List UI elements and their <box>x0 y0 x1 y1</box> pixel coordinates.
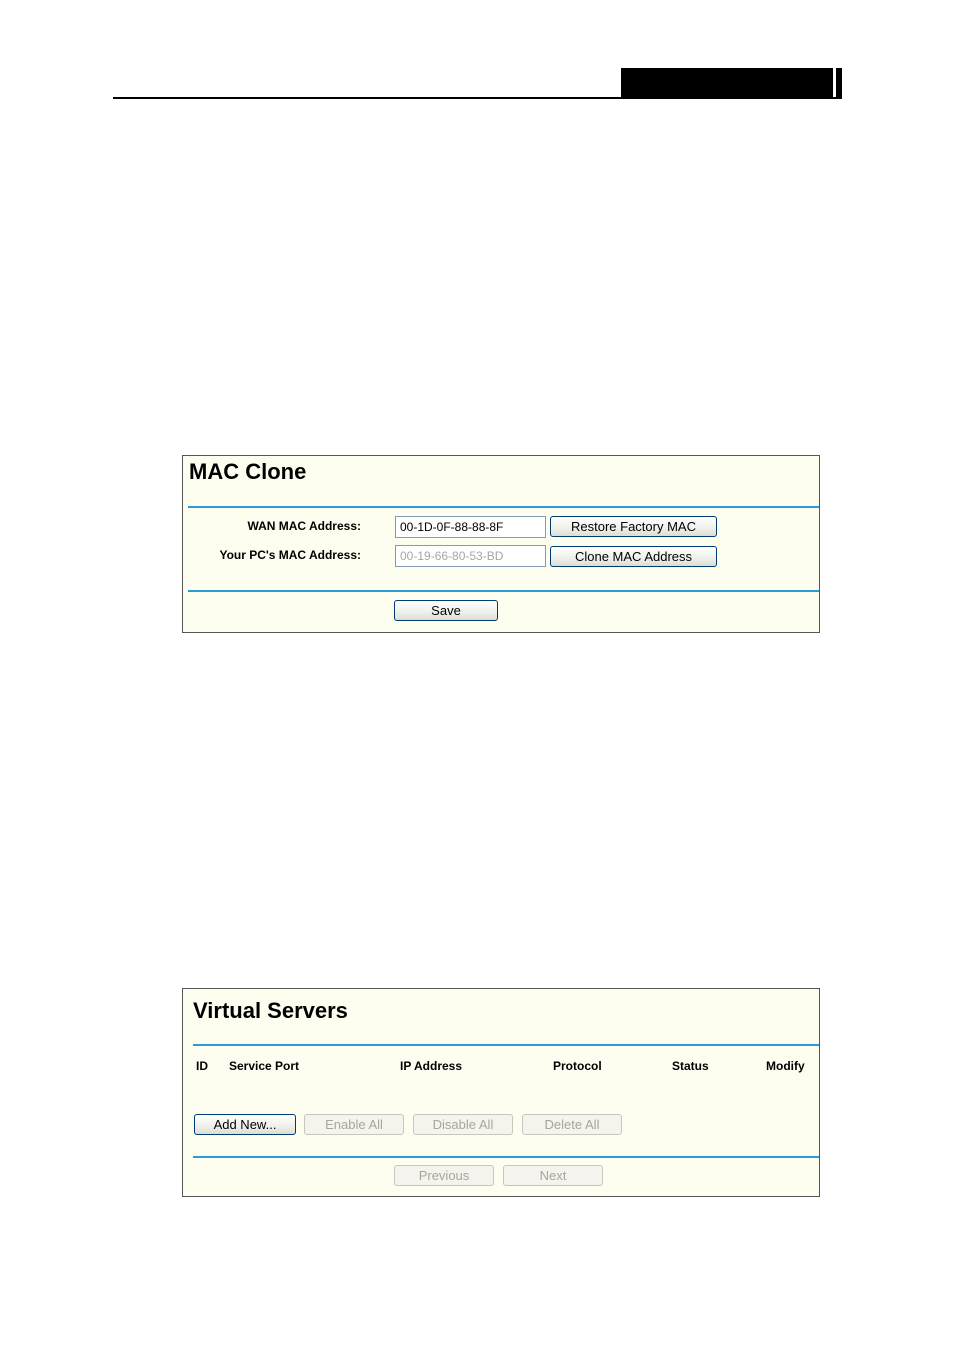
header-rule <box>113 97 842 99</box>
virtual-servers-top-rule <box>193 1044 819 1046</box>
column-header-modify: Modify <box>766 1059 805 1073</box>
column-header-service-port: Service Port <box>229 1059 300 1073</box>
header-bar <box>621 68 833 99</box>
virtual-servers-panel <box>182 988 820 1197</box>
mac-clone-top-rule <box>188 506 819 508</box>
delete-all-button[interactable]: Delete All <box>522 1114 622 1135</box>
clone-mac-address-button[interactable]: Clone MAC Address <box>550 546 717 567</box>
add-new-button[interactable]: Add New... <box>194 1114 296 1135</box>
restore-factory-mac-button[interactable]: Restore Factory MAC <box>550 516 717 537</box>
wan-mac-label: WAN MAC Address: <box>247 519 361 533</box>
disable-all-button[interactable]: Disable All <box>413 1114 513 1135</box>
column-header-id: ID <box>196 1059 208 1073</box>
pc-mac-input <box>395 545 546 567</box>
column-header-protocol: Protocol <box>553 1059 602 1073</box>
pc-mac-label: Your PC's MAC Address: <box>219 548 361 562</box>
column-header-status: Status <box>672 1059 709 1073</box>
mac-clone-bottom-rule <box>188 590 819 592</box>
next-button[interactable]: Next <box>503 1165 603 1186</box>
column-header-ip-address: IP Address <box>400 1059 463 1073</box>
mac-clone-title: MAC Clone <box>189 459 307 484</box>
virtual-servers-title: Virtual Servers <box>193 998 348 1023</box>
mac-clone-panel <box>182 455 820 633</box>
enable-all-button[interactable]: Enable All <box>304 1114 404 1135</box>
wan-mac-input[interactable] <box>395 516 546 538</box>
virtual-servers-bottom-rule <box>193 1156 819 1158</box>
save-button[interactable]: Save <box>394 600 498 621</box>
previous-button[interactable]: Previous <box>394 1165 494 1186</box>
header-bar-edge <box>836 68 842 99</box>
